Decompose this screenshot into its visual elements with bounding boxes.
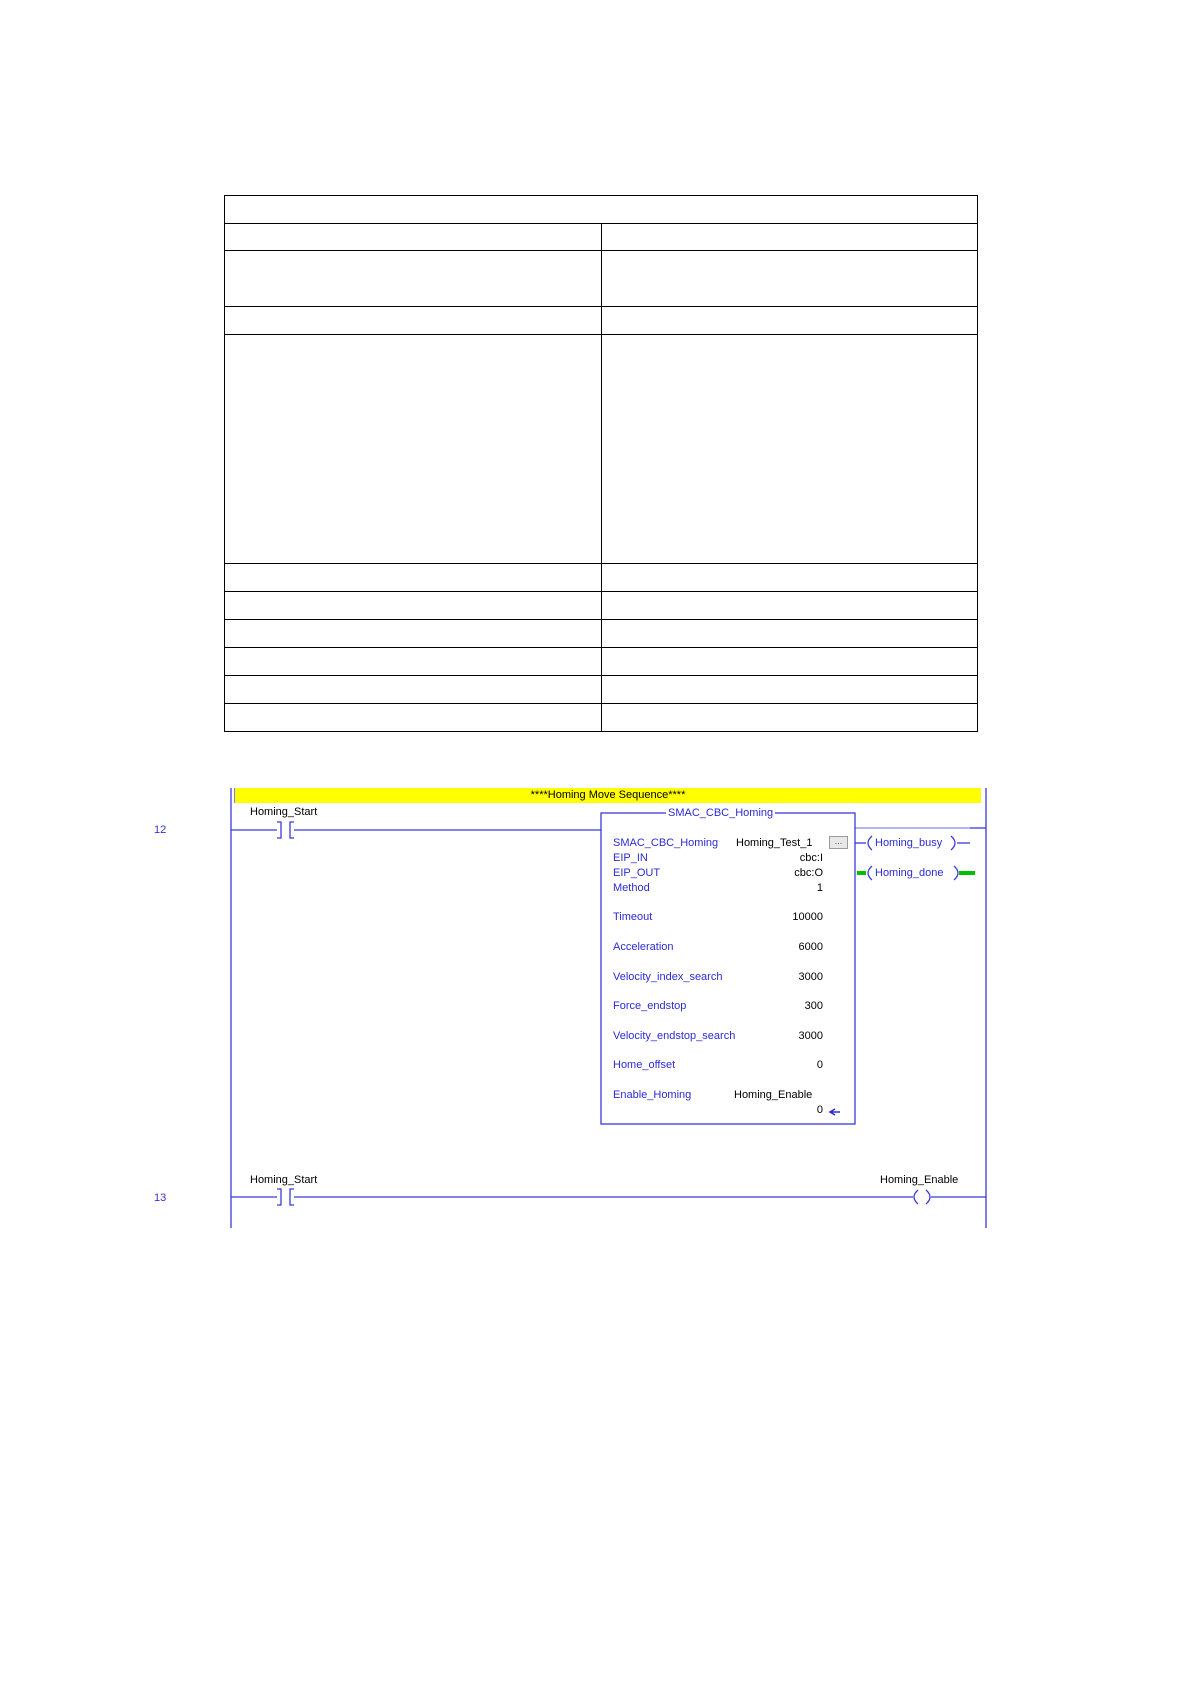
param-name: Force_endstop — [613, 1000, 687, 1012]
param-value[interactable]: 1 — [816, 882, 823, 894]
param-name: Enable_Homing — [613, 1089, 692, 1101]
param-name: Velocity_endstop_search — [613, 1030, 736, 1042]
table-row — [225, 564, 978, 592]
table-cell — [225, 592, 602, 620]
table-header-row — [225, 196, 978, 224]
rung-number-12: 12 — [154, 824, 167, 836]
table-cell — [601, 251, 978, 307]
function-block-title[interactable] — [666, 807, 775, 820]
param-value[interactable]: 10000 — [792, 911, 823, 923]
param-value[interactable]: cbc:I — [799, 852, 823, 864]
enable-homing-value: 0 — [816, 1104, 823, 1116]
table-row — [225, 704, 978, 732]
table-cell — [225, 704, 602, 732]
coil-homing-done[interactable] — [874, 867, 945, 880]
table-row — [225, 620, 978, 648]
table-cell — [225, 648, 602, 676]
rung13-coil-tag[interactable]: Homing_Enable — [880, 1174, 959, 1186]
rung-number-13: 13 — [154, 1192, 167, 1204]
table-cell — [601, 564, 978, 592]
table-cell — [225, 307, 602, 335]
param-value[interactable]: Homing_Test_1 — [736, 837, 813, 849]
spec-table — [224, 195, 978, 732]
table-row — [225, 592, 978, 620]
param-name: Home_offset — [613, 1059, 676, 1071]
table-cell — [225, 564, 602, 592]
param-value[interactable]: 0 — [816, 1059, 823, 1071]
table-cell — [601, 676, 978, 704]
param-name: EIP_OUT — [613, 867, 661, 879]
coil-tag-text: Homing_busy — [875, 837, 943, 849]
table-cell — [225, 676, 602, 704]
table-cell — [225, 224, 602, 251]
param-name: Method — [613, 882, 650, 894]
table-row — [225, 251, 978, 307]
table-row — [225, 335, 978, 564]
param-value[interactable]: cbc:O — [794, 867, 823, 879]
table-cell — [225, 335, 602, 564]
param-value[interactable]: 3000 — [798, 1030, 823, 1042]
param-name: EIP_IN — [613, 852, 648, 864]
table-cell — [601, 620, 978, 648]
table-cell — [225, 196, 978, 224]
rung13-contact-symbol — [277, 1189, 294, 1205]
table-cell — [601, 704, 978, 732]
coil-tag-text: Homing_done — [875, 867, 944, 879]
param-value[interactable]: 300 — [804, 1000, 823, 1012]
rung12-contact-symbol — [277, 822, 294, 838]
param-name: Velocity_index_search — [613, 971, 723, 983]
param-value[interactable]: 6000 — [798, 941, 823, 953]
table-row — [225, 307, 978, 335]
table-cell — [225, 251, 602, 307]
rung12-contact-tag[interactable]: Homing_Start — [250, 806, 318, 818]
table-cell — [601, 307, 978, 335]
coil-homing-busy[interactable] — [874, 837, 943, 850]
param-name: SMAC_CBC_Homing — [613, 837, 719, 849]
enable-arrow-icon — [830, 1109, 840, 1115]
table-row — [225, 648, 978, 676]
table-cell — [225, 620, 602, 648]
rung13-coil-symbol — [914, 1190, 930, 1204]
param-value[interactable]: Homing_Enable — [734, 1089, 813, 1101]
table-row — [225, 676, 978, 704]
param-name: Timeout — [613, 911, 653, 923]
function-block-title-text: SMAC_CBC_Homing — [668, 807, 774, 819]
param-value[interactable]: 3000 — [798, 971, 823, 983]
rung-comment: ****Homing Move Sequence**** — [235, 788, 981, 803]
table-row — [225, 224, 978, 251]
table-cell — [601, 335, 978, 564]
table-cell — [601, 592, 978, 620]
rung13-contact-tag[interactable]: Homing_Start — [250, 1174, 318, 1186]
table-cell — [601, 648, 978, 676]
table-cell — [601, 224, 978, 251]
param-name: Acceleration — [613, 941, 674, 953]
instance-browse-button[interactable]: ... — [829, 836, 848, 849]
